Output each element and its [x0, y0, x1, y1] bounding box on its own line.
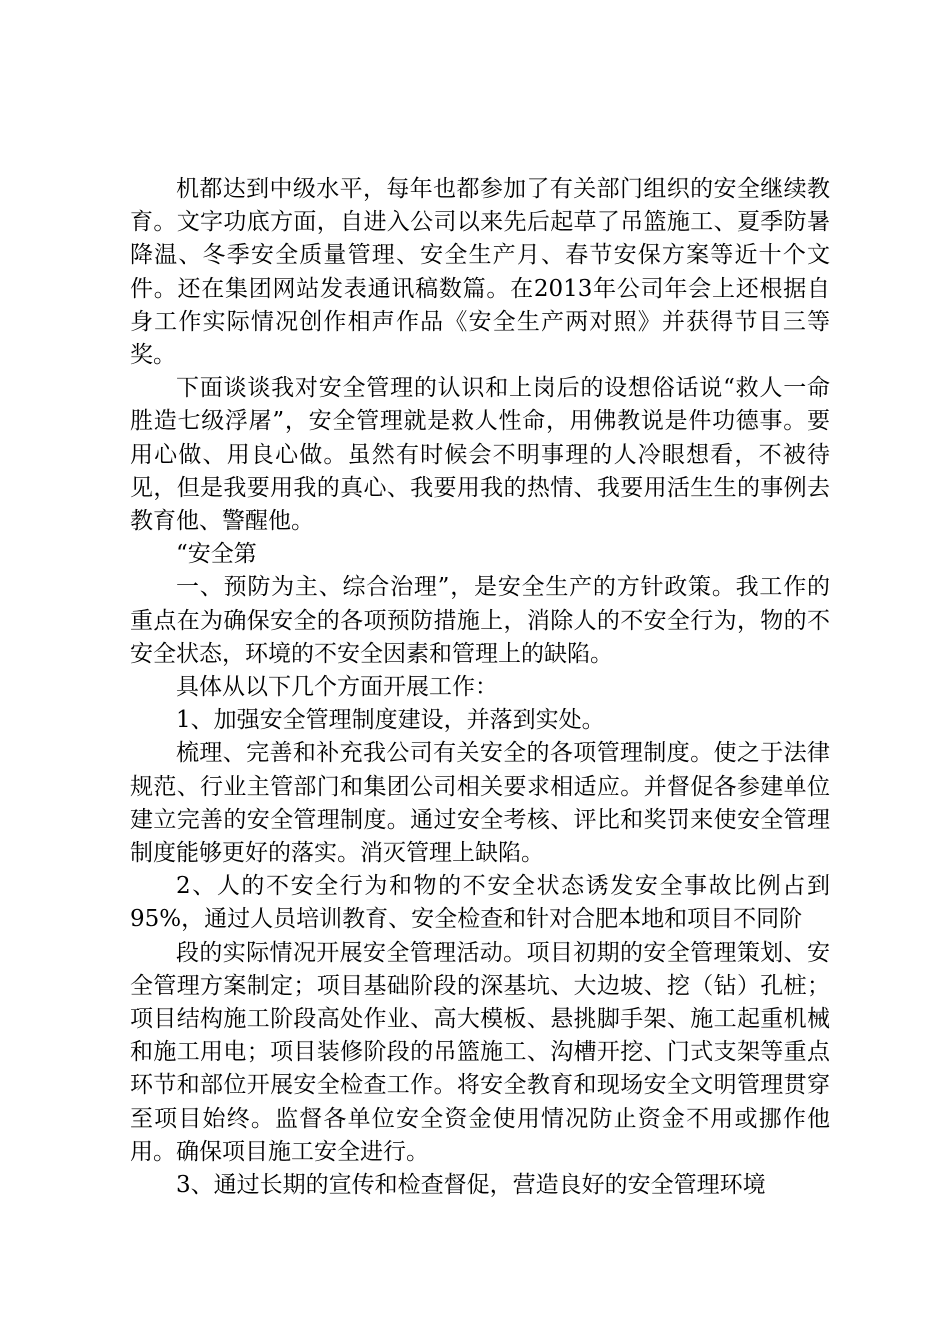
- paragraph: 具体从以下几个方面开展工作：: [176, 674, 498, 701]
- paragraph: 段的实际情况开展安全管理活动。项目初期的安全管理策划、安全管理方案制定；项目基础阶段的深基坑、大边坡、挖（钻）孔桩；项目结构施工阶段高处作业、高大模板、悬挑脚手架、施工起重机械和施工用电；项目装修阶段的吊篮施工、沟槽开挖、门式支架等重点环节和部位开展安全检查工作。将安全教育和现场安全文明管理贯穿至项目始终。监督各单位安全资金使用情况防止资金不用或挪作他用。确保项目施工安全进行。: [130, 939, 830, 1165]
- document-body: [130, 173, 830, 1202]
- paragraph: 梳理、完善和补充我公司有关安全的各项管理制度。使之于法律规范、行业主管部门和集团公司相关要求相适应。并督促各参建单位建立完善的安全管理制度。通过安全考核、评比和奖罚来使安全管理制度能够更好的落实。消灭管理上缺陷。: [130, 740, 830, 867]
- paragraph: 一、预防为主、综合治理”，是安全生产的方针政策。我工作的重点在为确保安全的各项预防措施上，消除人的不安全行为，物的不安全状态，环境的不安全因素和管理上的缺陷。: [130, 574, 830, 667]
- paragraph: “安全第: [176, 541, 257, 568]
- paragraph: 1、加强安全管理制度建设，并落到实处。: [176, 707, 605, 734]
- paragraph: 机都达到中级水平，每年也都参加了有关部门组织的安全继续教育。文字功底方面，自进入公司以来先后起草了吊篮施工、夏季防暑降温、冬季安全质量管理、安全生产月、春节安保方案等近十个文件。还在集团网站发表通讯稿数篇。在2013年公司年会上还根据自身工作实际情况创作相声作品《安全生产两对照》并获得节目三等奖。: [130, 176, 830, 369]
- paragraph: 3、通过长期的宣传和检查督促，营造良好的安全管理环境: [176, 1172, 766, 1199]
- paragraph: 2、人的不安全行为和物的不安全状态诱发安全事故比例占到95%，通过人员培训教育、安全检查和针对合肥本地和项目不同阶: [130, 873, 830, 933]
- paragraph: 下面谈谈我对安全管理的认识和上岗后的设想俗话说“救人一命胜造七级浮屠”，安全管理就是救人性命，用佛教说是件功德事。要用心做、用良心做。虽然有时候会不明事理的人冷眼想看，不被待见，但是我要用我的真心、我要用我的热情、我要用活生生的事例去教育他、警醒他。: [130, 375, 830, 535]
